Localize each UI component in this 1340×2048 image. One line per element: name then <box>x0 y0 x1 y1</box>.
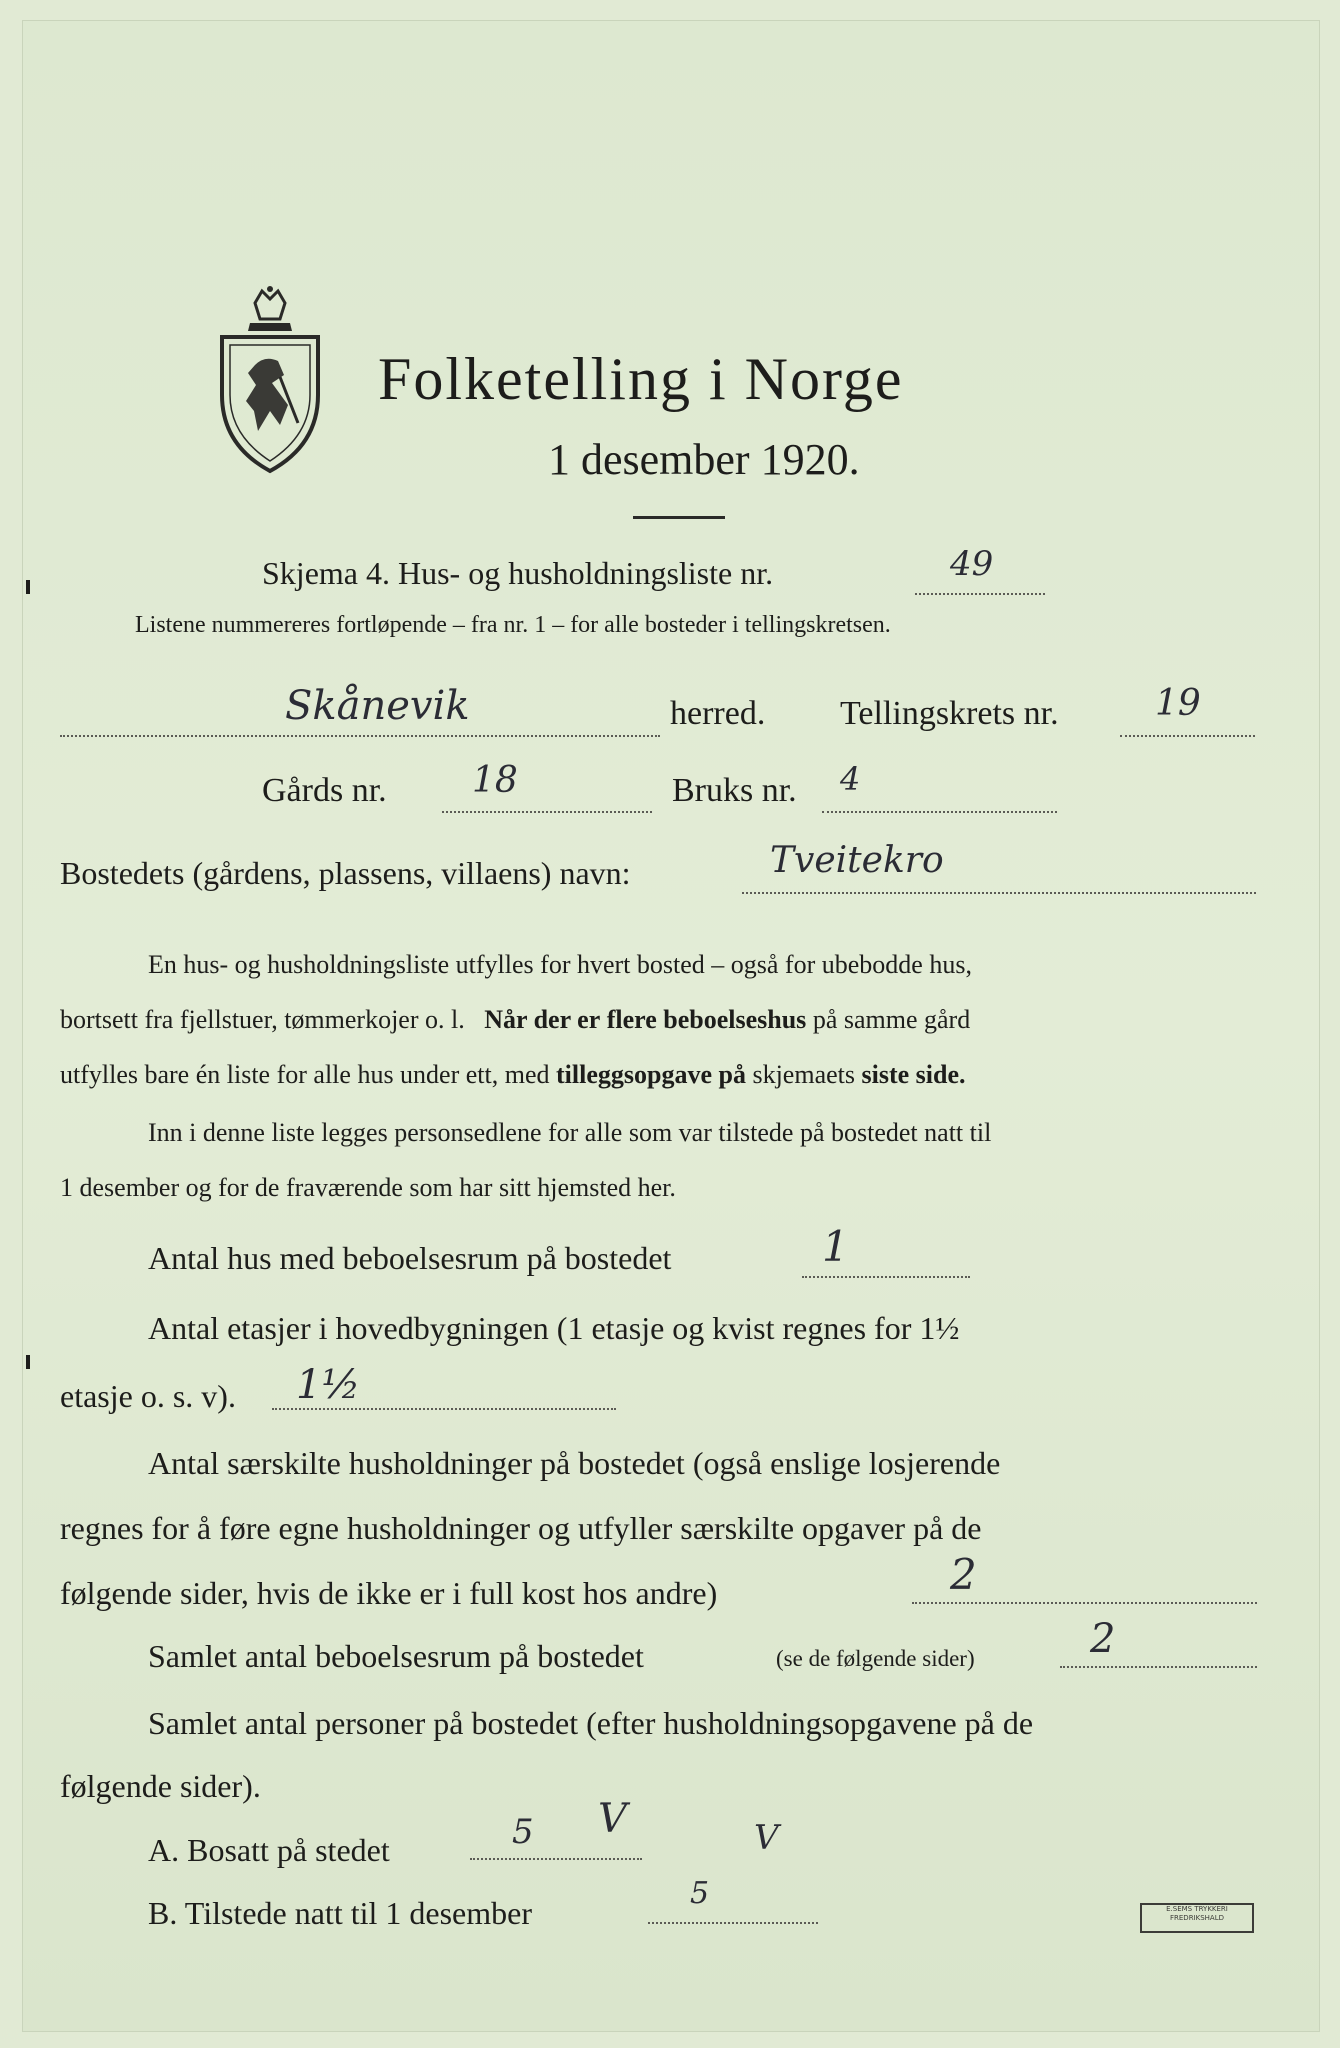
form-title: Folketelling i Norge <box>378 346 904 412</box>
tellingskrets-value: 19 <box>1155 683 1201 724</box>
margin-mark-top <box>26 580 30 594</box>
hus-value: 1 <box>822 1222 849 1271</box>
rum-note: (se de følgende sider) <box>776 1646 975 1671</box>
list-number-line <box>915 593 1045 595</box>
etasjer-line <box>272 1408 616 1410</box>
census-date: 1 desember 1920. <box>548 435 860 484</box>
husholdninger-value: 2 <box>950 1550 977 1599</box>
bosatt-check-mark: V <box>598 1796 627 1842</box>
instruction-line-2: bortsett fra fjellstuer, tømmerkojer o. l. Når der er flere beboelseshus på samme gård <box>60 1005 971 1034</box>
etasjer-question-line-1: Antal etasjer i hovedbygningen (1 etasje og kvist regnes for 1½ <box>148 1310 960 1346</box>
husholdninger-line <box>912 1602 1257 1604</box>
margin-mark-bottom <box>26 1355 30 1369</box>
bosatt-label: A. Bosatt på stedet <box>148 1832 390 1868</box>
instruction-line-4: Inn i denne liste legges personsedlene for alle som var tilstede på bostedet natt til <box>148 1118 992 1147</box>
herred-value: Skånevik <box>285 683 470 729</box>
bosatt-check-mark-2: V <box>754 1818 779 1858</box>
tilstede-value: 5 <box>690 1876 710 1911</box>
etasjer-question-line-2: etasje o. s. v). <box>60 1378 236 1414</box>
gards-line <box>442 811 652 813</box>
bosatt-line <box>470 1858 642 1860</box>
title-divider <box>633 516 725 519</box>
schema-label: Skjema 4. Hus- og husholdningsliste nr. <box>262 555 774 591</box>
numbering-note: Listene nummereres fortløpende – fra nr. 1 – for alle bosteder i tellingskretsen. <box>135 612 891 638</box>
gards-label: Gårds nr. <box>262 772 387 809</box>
instruction-line-3: utfylles bare én liste for alle hus under ett, med tilleggsopgave på skjemaets siste side. <box>60 1060 966 1089</box>
tellingskrets-line <box>1120 735 1255 737</box>
etasjer-value: 1½ <box>296 1362 361 1408</box>
printer-stamp: E.SEMS TRYKKERI FREDRIKSHALD <box>1140 1903 1254 1933</box>
bruks-line <box>822 811 1057 813</box>
rum-line <box>1060 1666 1257 1668</box>
hus-question: Antal hus med beboelsesrum på bostedet <box>148 1240 672 1276</box>
rum-question: Samlet antal beboelsesrum på bostedet <box>148 1638 644 1674</box>
husholdninger-question-line-2: regnes for å føre egne husholdninger og utfyller særskilte opgaver på de <box>60 1510 982 1546</box>
bosatt-value: 5 <box>512 1812 534 1852</box>
personer-question-line-1: Samlet antal personer på bostedet (efter husholdningsopgavene på de <box>148 1705 1034 1741</box>
personer-question-line-2: følgende sider). <box>60 1768 261 1804</box>
herred-label: herred. <box>670 695 766 732</box>
gards-value: 18 <box>472 760 518 801</box>
husholdninger-question-line-1: Antal særskilte husholdninger på bostedet (også enslige losjerende <box>148 1445 1001 1481</box>
bruks-label: Bruks nr. <box>672 772 797 809</box>
hus-line <box>802 1276 970 1278</box>
norwegian-coat-of-arms-icon <box>210 285 330 475</box>
bosted-value: Tveitekro <box>770 840 944 881</box>
rum-value: 2 <box>1090 1616 1116 1662</box>
bosted-line <box>742 892 1256 894</box>
tilstede-line <box>648 1922 818 1924</box>
herred-line <box>60 735 660 737</box>
bruks-value: 4 <box>840 760 861 798</box>
instruction-line-1: En hus- og husholdningsliste utfylles for hvert bosted – også for ubebodde hus, <box>148 950 972 979</box>
tilstede-label: B. Tilstede natt til 1 desember <box>148 1895 532 1931</box>
husholdninger-question-line-3: følgende sider, hvis de ikke er i full kost hos andre) <box>60 1575 718 1611</box>
bosted-label: Bostedets (gårdens, plassens, villaens) navn: <box>60 855 631 891</box>
instruction-line-5: 1 desember og for de fraværende som har sitt hjemsted her. <box>60 1173 676 1202</box>
tellingskrets-label: Tellingskrets nr. <box>840 695 1059 732</box>
list-number-value: 49 <box>950 544 994 584</box>
